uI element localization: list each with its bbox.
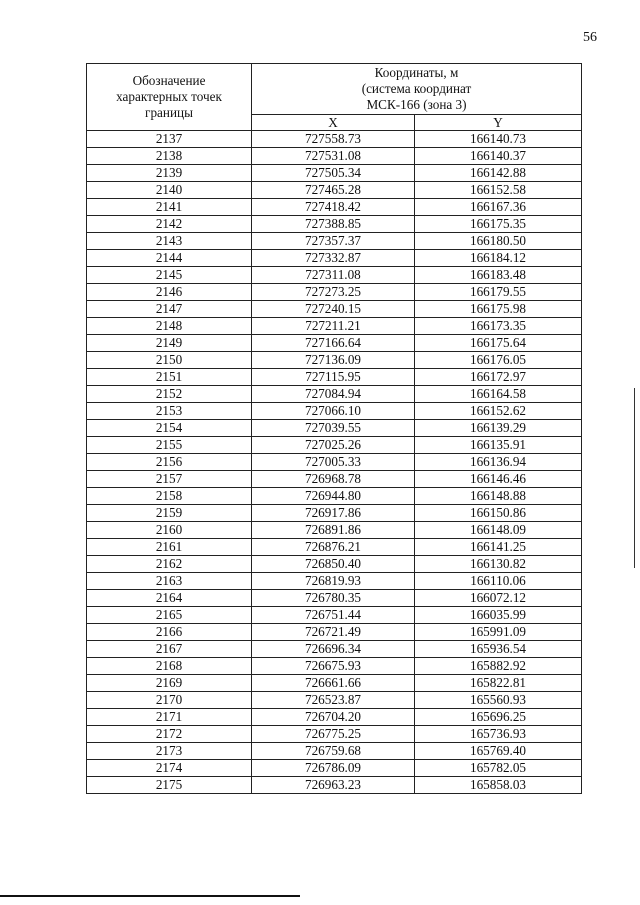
y-cell: 166164.58 [415, 386, 582, 403]
x-cell: 726917.86 [252, 505, 415, 522]
point-cell: 2141 [87, 199, 252, 216]
x-cell: 726675.93 [252, 658, 415, 675]
point-cell: 2160 [87, 522, 252, 539]
table-row [87, 335, 582, 352]
table-row [87, 624, 582, 641]
x-cell: 727465.28 [252, 182, 415, 199]
x-cell: 727240.15 [252, 301, 415, 318]
y-cell: 165936.54 [415, 641, 582, 658]
table-row [87, 454, 582, 471]
point-cell: 2153 [87, 403, 252, 420]
point-cell: 2137 [87, 131, 252, 148]
point-cell: 2148 [87, 318, 252, 335]
point-cell: 2158 [87, 488, 252, 505]
x-cell: 727505.34 [252, 165, 415, 182]
x-cell: 727418.42 [252, 199, 415, 216]
x-cell: 726963.23 [252, 777, 415, 794]
y-cell: 166175.64 [415, 335, 582, 352]
y-cell: 166179.55 [415, 284, 582, 301]
y-cell: 165736.93 [415, 726, 582, 743]
x-cell: 726780.35 [252, 590, 415, 607]
x-cell: 727311.08 [252, 267, 415, 284]
footnote-rule [0, 895, 300, 897]
y-cell: 165560.93 [415, 692, 582, 709]
point-cell: 2164 [87, 590, 252, 607]
y-cell: 166152.62 [415, 403, 582, 420]
point-cell: 2166 [87, 624, 252, 641]
y-cell: 166136.94 [415, 454, 582, 471]
point-cell: 2151 [87, 369, 252, 386]
point-cell: 2139 [87, 165, 252, 182]
y-cell: 166175.35 [415, 216, 582, 233]
table-row [87, 743, 582, 760]
x-cell: 727039.55 [252, 420, 415, 437]
point-cell: 2157 [87, 471, 252, 488]
table-row [87, 233, 582, 250]
x-cell: 727332.87 [252, 250, 415, 267]
table-row [87, 403, 582, 420]
point-cell: 2165 [87, 607, 252, 624]
y-column-header: Y [415, 115, 582, 131]
y-cell: 166140.73 [415, 131, 582, 148]
x-cell: 726850.40 [252, 556, 415, 573]
y-cell: 166141.25 [415, 539, 582, 556]
y-cell: 166139.29 [415, 420, 582, 437]
point-cell: 2163 [87, 573, 252, 590]
table-row [87, 658, 582, 675]
x-cell: 726891.86 [252, 522, 415, 539]
x-cell: 727005.33 [252, 454, 415, 471]
y-cell: 166146.46 [415, 471, 582, 488]
table-row [87, 607, 582, 624]
y-cell: 166140.37 [415, 148, 582, 165]
point-cell: 2170 [87, 692, 252, 709]
y-cell: 166175.98 [415, 301, 582, 318]
table-row [87, 471, 582, 488]
x-cell: 726523.87 [252, 692, 415, 709]
table-row [87, 216, 582, 233]
point-cell: 2149 [87, 335, 252, 352]
coordinates-column-header [252, 64, 582, 115]
point-cell: 2146 [87, 284, 252, 301]
x-cell: 726721.49 [252, 624, 415, 641]
point-cell: 2140 [87, 182, 252, 199]
y-cell: 165769.40 [415, 743, 582, 760]
x-cell: 727273.25 [252, 284, 415, 301]
table-row [87, 182, 582, 199]
point-cell: 2138 [87, 148, 252, 165]
x-cell: 726696.34 [252, 641, 415, 658]
point-cell: 2161 [87, 539, 252, 556]
y-cell: 166176.05 [415, 352, 582, 369]
x-cell: 726751.44 [252, 607, 415, 624]
point-cell: 2174 [87, 760, 252, 777]
y-cell: 166172.97 [415, 369, 582, 386]
y-cell: 165696.25 [415, 709, 582, 726]
y-cell: 165782.05 [415, 760, 582, 777]
y-cell: 166130.82 [415, 556, 582, 573]
y-cell: 166150.86 [415, 505, 582, 522]
table-row [87, 131, 582, 148]
table-row [87, 641, 582, 658]
table-row [87, 386, 582, 403]
table-row [87, 250, 582, 267]
y-cell: 165858.03 [415, 777, 582, 794]
table-row [87, 148, 582, 165]
y-cell: 166183.48 [415, 267, 582, 284]
x-cell: 726661.66 [252, 675, 415, 692]
y-cell: 166148.09 [415, 522, 582, 539]
x-cell: 727558.73 [252, 131, 415, 148]
point-cell: 2155 [87, 437, 252, 454]
table-row [87, 284, 582, 301]
x-cell: 727066.10 [252, 403, 415, 420]
x-cell: 726968.78 [252, 471, 415, 488]
table-row [87, 556, 582, 573]
point-cell: 2162 [87, 556, 252, 573]
table-row [87, 199, 582, 216]
x-cell: 727388.85 [252, 216, 415, 233]
point-cell: 2172 [87, 726, 252, 743]
point-cell: 2171 [87, 709, 252, 726]
margin-mark [634, 388, 635, 568]
point-column-label: Обозначение характерных точек границы [116, 73, 222, 120]
x-cell: 726704.20 [252, 709, 415, 726]
point-cell: 2169 [87, 675, 252, 692]
table-row [87, 420, 582, 437]
x-cell: 726876.21 [252, 539, 415, 556]
coordinates-header-line3: МСК-166 (зона 3) [366, 97, 467, 112]
point-cell: 2143 [87, 233, 252, 250]
y-cell: 166142.88 [415, 165, 582, 182]
table-row [87, 437, 582, 454]
point-cell: 2147 [87, 301, 252, 318]
x-cell: 727166.64 [252, 335, 415, 352]
table-row [87, 726, 582, 743]
page-number: 56 [583, 30, 597, 45]
table-row [87, 777, 582, 794]
x-cell: 726775.25 [252, 726, 415, 743]
table-row [87, 165, 582, 182]
table-row [87, 760, 582, 777]
point-cell: 2150 [87, 352, 252, 369]
point-cell: 2159 [87, 505, 252, 522]
point-cell: 2156 [87, 454, 252, 471]
point-cell: 2154 [87, 420, 252, 437]
coordinates-header-line1: Координаты, м [374, 65, 459, 80]
table-row [87, 369, 582, 386]
x-cell: 727025.26 [252, 437, 415, 454]
point-cell: 2142 [87, 216, 252, 233]
point-cell: 2152 [87, 386, 252, 403]
point-cell: 2145 [87, 267, 252, 284]
x-cell: 727084.94 [252, 386, 415, 403]
y-cell: 165882.92 [415, 658, 582, 675]
point-cell: 2173 [87, 743, 252, 760]
table-row [87, 352, 582, 369]
x-cell: 727136.09 [252, 352, 415, 369]
y-cell: 166135.91 [415, 437, 582, 454]
y-cell: 166180.50 [415, 233, 582, 250]
x-cell: 727531.08 [252, 148, 415, 165]
y-cell: 166035.99 [415, 607, 582, 624]
point-cell: 2144 [87, 250, 252, 267]
point-cell: 2168 [87, 658, 252, 675]
table-row [87, 488, 582, 505]
table-row [87, 301, 582, 318]
table-row [87, 267, 582, 284]
y-cell: 166173.35 [415, 318, 582, 335]
y-cell: 166148.88 [415, 488, 582, 505]
table-row [87, 675, 582, 692]
x-cell: 726819.93 [252, 573, 415, 590]
y-cell: 165991.09 [415, 624, 582, 641]
y-cell: 166152.58 [415, 182, 582, 199]
table-row [87, 539, 582, 556]
point-cell: 2167 [87, 641, 252, 658]
table-row [87, 505, 582, 522]
y-cell: 165822.81 [415, 675, 582, 692]
x-cell: 726944.80 [252, 488, 415, 505]
x-cell: 726759.68 [252, 743, 415, 760]
table-row [87, 573, 582, 590]
y-cell: 166184.12 [415, 250, 582, 267]
coordinates-table [86, 63, 582, 794]
x-cell: 727357.37 [252, 233, 415, 250]
coordinates-header-line2: (система координат [361, 81, 472, 96]
x-cell: 727115.95 [252, 369, 415, 386]
y-cell: 166167.36 [415, 199, 582, 216]
table-row [87, 590, 582, 607]
coordinates-table-body [87, 131, 582, 794]
table-row [87, 522, 582, 539]
table-row [87, 318, 582, 335]
point-column-header [87, 64, 252, 131]
table-row [87, 709, 582, 726]
table-row [87, 692, 582, 709]
x-cell: 727211.21 [252, 318, 415, 335]
point-cell: 2175 [87, 777, 252, 794]
y-cell: 166110.06 [415, 573, 582, 590]
x-cell: 726786.09 [252, 760, 415, 777]
y-cell: 166072.12 [415, 590, 582, 607]
x-column-header: X [252, 115, 415, 131]
